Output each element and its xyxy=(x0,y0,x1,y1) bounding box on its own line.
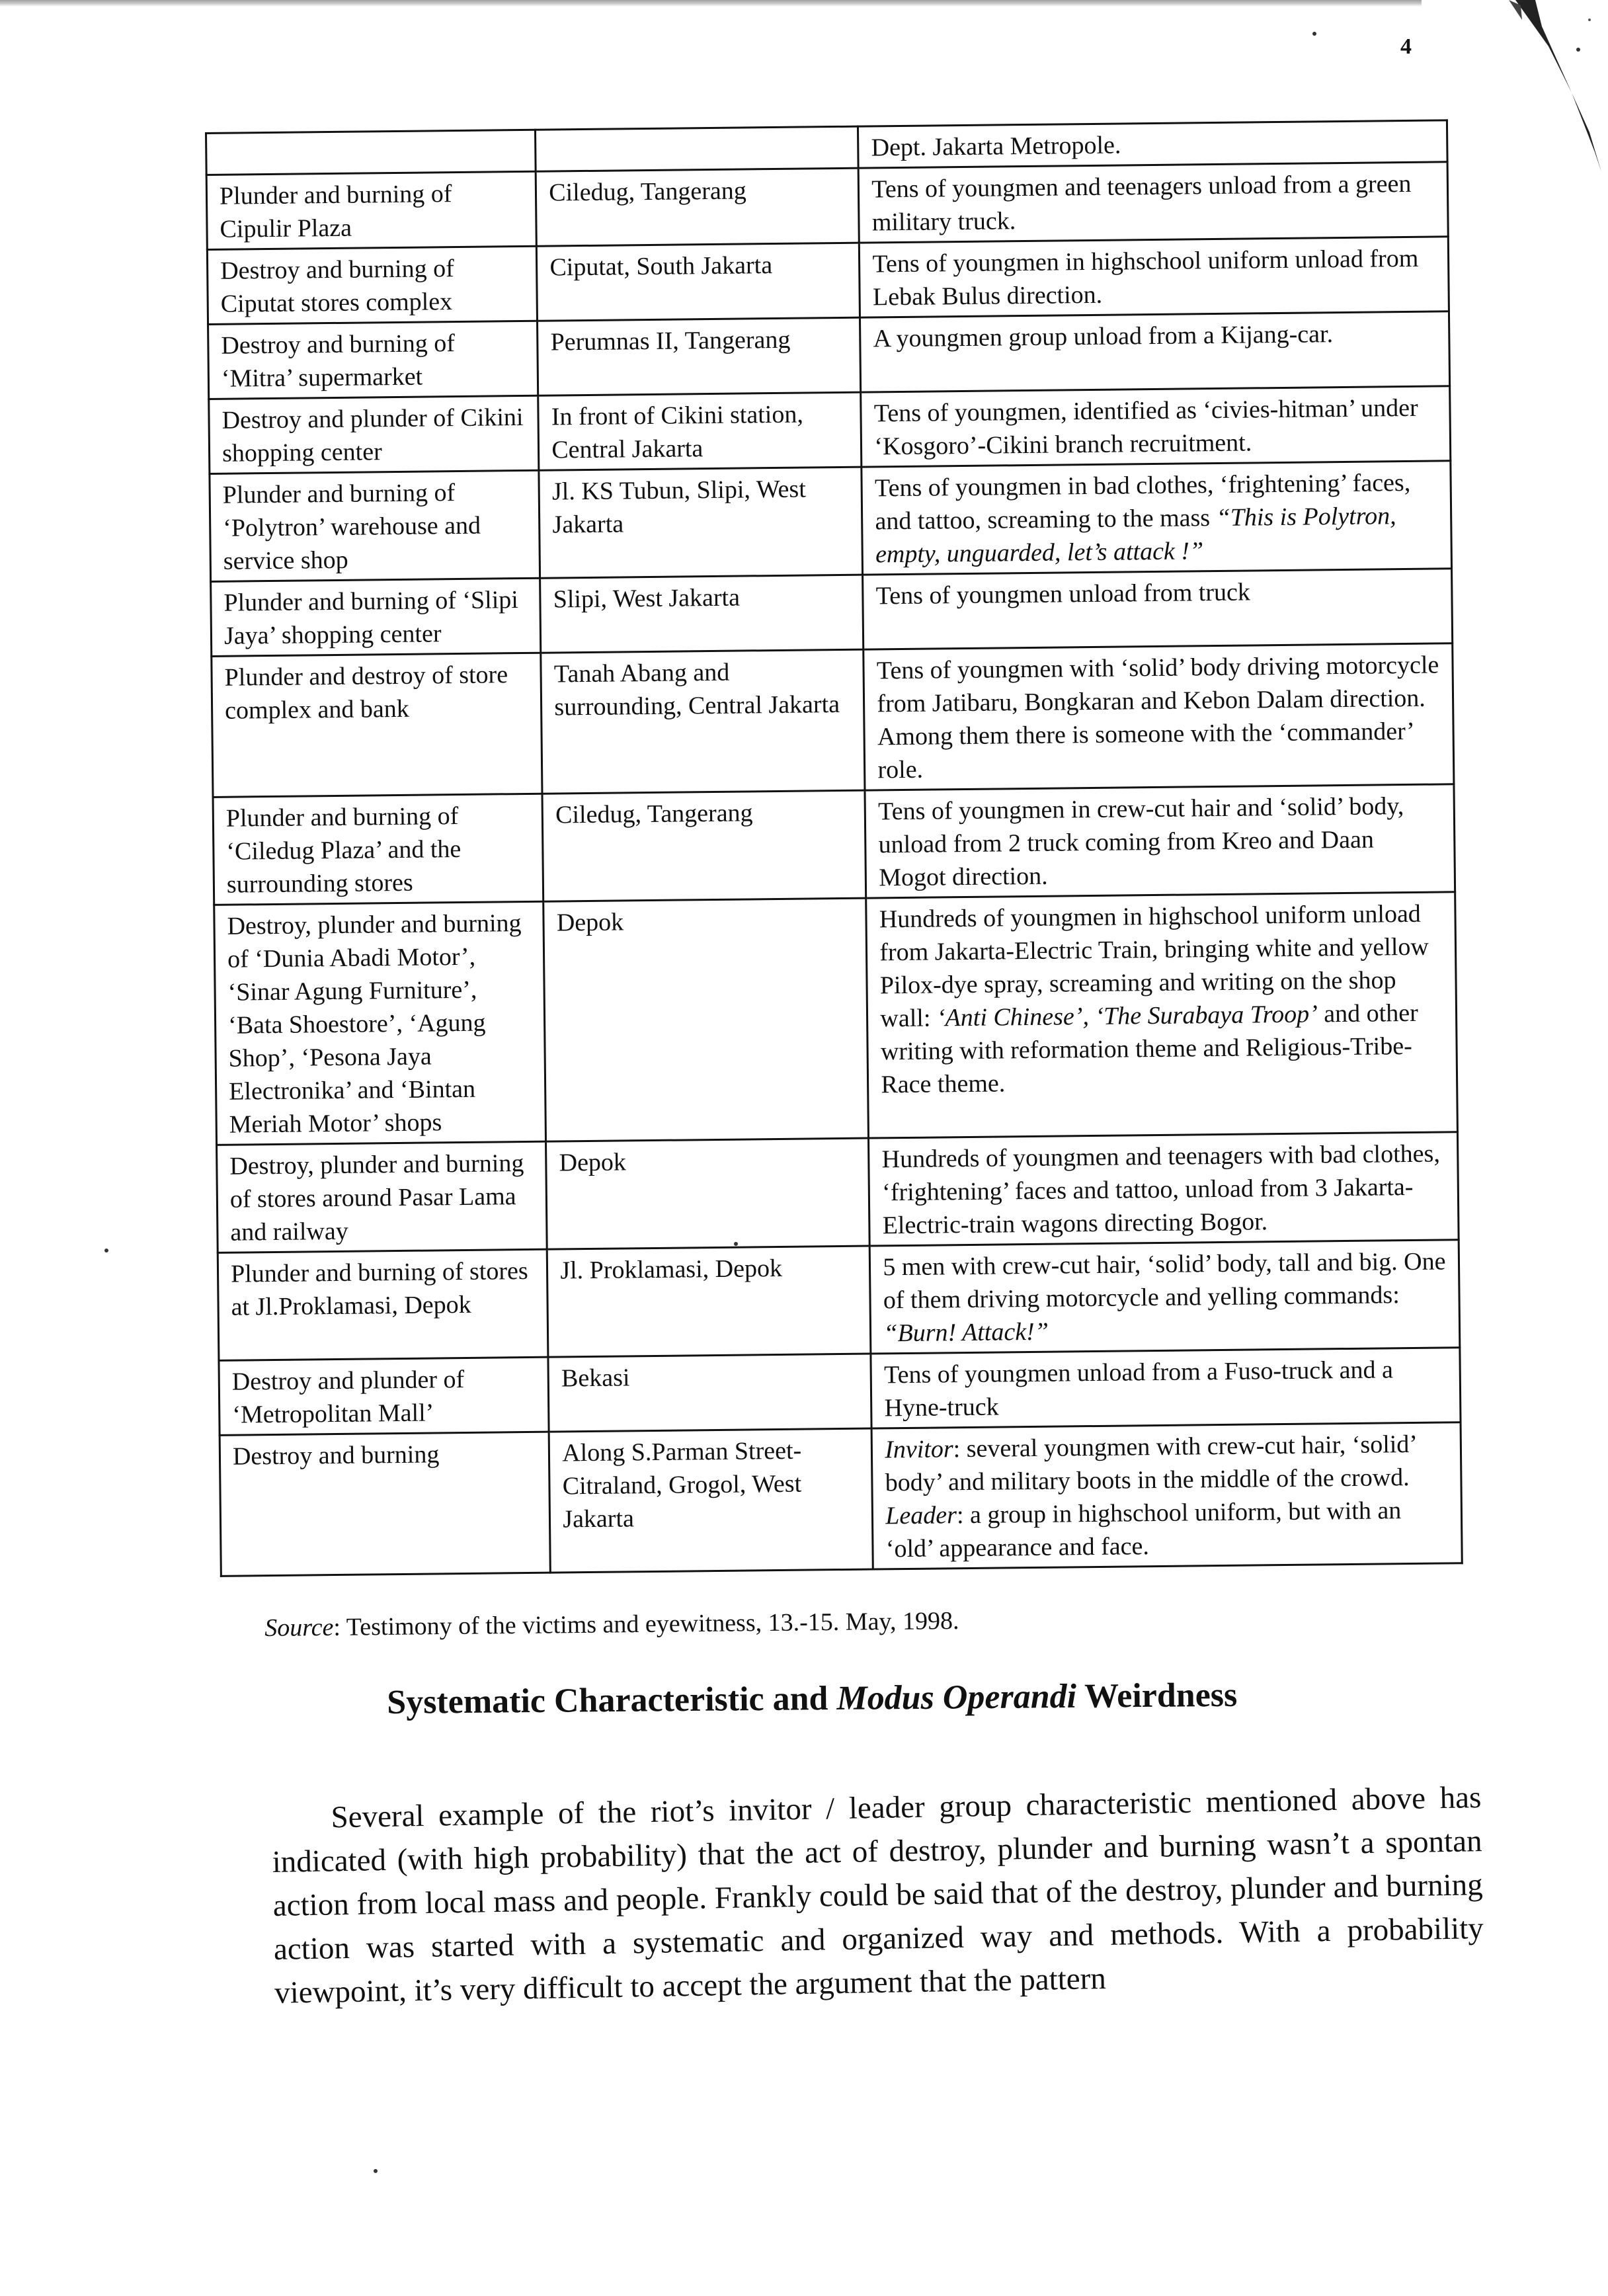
scan-speck xyxy=(374,2169,378,2173)
place-cell: Jl. KS Tubun, Slipi, West Jakarta xyxy=(539,467,863,578)
description-cell: Tens of youngmen in crew-cut hair and ‘solid’ body, unload from 2 truck coming from Kreo and Daan Mogot direction. xyxy=(865,784,1455,898)
body-paragraph: Several example of the riot’s invitor / leader group characteristic mentioned above has indicated (with high probability) that the act of destroy, plunder and burning wasn’t a spontan action from local mass and people. Frankly could be said that of the destroy, plunder and burning action was started with a systematic and organized way and methods. With a probability viewpoint, it’s very difficult to accept the argument that the pattern xyxy=(272,1780,1484,2010)
description-text: : several youngmen with crew-cut hair, ‘solid’ body’ and military boots in the middle of the crowd. xyxy=(885,1430,1416,1497)
place-cell: Jl. Proklamasi, Depok xyxy=(547,1246,871,1357)
event-cell: Destroy, plunder and burning of ‘Dunia Abadi Motor’, ‘Sinar Agung Furniture’, ‘Bata Shoestore’, ‘Agung Shop’, ‘Pesona Jaya Electronika’ and ‘Bintan Meriah Motor’ shops xyxy=(214,901,546,1145)
table-source-note xyxy=(264,1606,959,1643)
description-cell: Tens of youngmen unload from truck xyxy=(863,569,1453,649)
event-cell: Plunder and burning of ‘Slipi Jaya’ shopping center xyxy=(211,578,541,656)
description-cell xyxy=(866,892,1457,1138)
page-number: 4 xyxy=(1400,34,1412,59)
place-cell xyxy=(536,126,859,171)
table-row xyxy=(217,1132,1459,1253)
place-cell: Slipi, West Jakarta xyxy=(540,575,864,653)
description-cell xyxy=(871,1422,1462,1569)
table-row xyxy=(208,311,1450,399)
scan-speck xyxy=(734,1242,738,1246)
description-cell: A youngmen group unload from a Kijang-car. xyxy=(860,311,1450,392)
place-cell: Ciledug, Tangerang xyxy=(536,168,859,246)
event-cell: Destroy and plunder of ‘Metropolitan Mall’ xyxy=(219,1357,549,1435)
quoted-shout: “This is Polytron, empty, unguarded, let’s attack !” xyxy=(875,502,1396,569)
table-row xyxy=(211,569,1453,657)
description-cell: Tens of youngmen, identified as ‘civies-hitman’ under ‘Kosgoro’-Cikini branch recruitment. xyxy=(861,386,1451,467)
description-cell xyxy=(870,1240,1460,1354)
place-cell: Bekasi xyxy=(548,1354,871,1432)
place-cell: Perumnas II, Tangerang xyxy=(538,317,861,395)
table-row xyxy=(220,1422,1462,1577)
place-cell: Ciputat, South Jakarta xyxy=(537,243,860,321)
description-text: : a group in highschool uniform, but with an ‘old’ appearance and face. xyxy=(885,1496,1402,1563)
table-row xyxy=(207,237,1449,325)
heading-text: Weirdness xyxy=(1076,1676,1238,1715)
section-heading xyxy=(387,1676,1238,1722)
place-cell: Along S.Parman Street-Citraland, Grogol, West Jakarta xyxy=(549,1428,873,1573)
heading-italic-text: Modus Operandi xyxy=(836,1677,1077,1718)
source-text: : Testimony of the victims and eyewitness, 13.-15. May, 1998. xyxy=(333,1607,959,1641)
quoted-command: “Burn! Attack!” xyxy=(883,1317,1049,1348)
event-cell: Plunder and burning of ‘Ciledug Plaza’ and the surrounding stores xyxy=(213,794,543,905)
event-cell: Destroy and burning of ‘Mitra’ supermarket xyxy=(208,321,538,399)
event-cell: Destroy and burning of Ciputat stores complex xyxy=(207,246,537,324)
scan-speck xyxy=(104,1249,108,1252)
scan-corner-artifact xyxy=(1436,0,1608,212)
table-row xyxy=(210,461,1452,582)
event-cell: Destroy and burning xyxy=(220,1432,550,1576)
table-row xyxy=(212,643,1454,798)
place-cell: Tanah Abang and surrounding, Central Jakarta xyxy=(541,649,865,794)
event-cell: Plunder and burning of ‘Polytron’ warehouse and service shop xyxy=(210,470,540,581)
source-label: Source xyxy=(264,1613,334,1642)
description-cell: Dept. Jakarta Metropole. xyxy=(858,120,1447,168)
leader-label: Leader xyxy=(885,1501,957,1530)
scan-edge-artifact xyxy=(0,0,1422,7)
event-cell xyxy=(206,130,536,175)
riot-incidents-table xyxy=(205,119,1463,1577)
description-cell: Tens of youngmen in highschool uniform unload from Lebak Bulus direction. xyxy=(860,237,1449,317)
description-text: Hundreds of youngmen in highschool uniform unload from Jakarta-Electric Train, bringing white and yellow Pilox-dye spray, screaming and writing on the shop wall: xyxy=(879,899,1429,1033)
table-row xyxy=(209,386,1451,474)
event-cell: Plunder and destroy of store complex and bank xyxy=(212,653,542,797)
table-row xyxy=(214,892,1458,1145)
scan-speck xyxy=(1312,32,1316,36)
place-cell: In front of Cikini station, Central Jakarta xyxy=(538,392,862,470)
heading-text: Systematic Characteristic and xyxy=(387,1680,837,1721)
event-cell: Destroy, plunder and burning of stores around Pasar Lama and railway xyxy=(217,1141,547,1252)
description-cell: Hundreds of youngmen and teenagers with bad clothes, ‘frightening’ faces and tattoo, unload from 3 Jakarta-Electric-train wagons directing Bogor. xyxy=(869,1132,1459,1246)
description-cell: Tens of youngmen and teenagers unload from a green military truck. xyxy=(858,162,1448,243)
description-cell: Tens of youngmen with ‘solid’ body driving motorcycle from Jatibaru, Bongkaran and Kebon Dalam direction. Among them there is someone with the ‘commander’ role. xyxy=(864,643,1454,790)
wall-writing-quote: ‘Anti Chinese’, ‘The Surabaya Troop’ xyxy=(936,1000,1318,1032)
table-row xyxy=(213,784,1455,905)
table-row xyxy=(206,162,1448,250)
invitor-label: Invitor xyxy=(885,1435,953,1464)
place-cell: Depok xyxy=(546,1138,870,1249)
table-row xyxy=(219,1348,1461,1436)
description-cell xyxy=(862,461,1451,575)
description-text: 5 men with crew-cut hair, ‘solid’ body, tall and big. One of them driving motorcycle and yelling commands: xyxy=(883,1247,1446,1315)
event-cell: Destroy and plunder of Cikini shopping center xyxy=(209,395,539,473)
description-text: and other writing with reformation theme and Religious-Tribe-Race theme. xyxy=(880,999,1418,1099)
description-text: Tens of youngmen in bad clothes, ‘frightening’ faces, and tattoo, screaming to the mass xyxy=(874,468,1411,536)
place-cell: Depok xyxy=(543,898,869,1141)
table-row xyxy=(218,1240,1460,1361)
event-cell: Plunder and burning of stores at Jl.Proklamasi, Depok xyxy=(218,1249,548,1360)
place-cell: Ciledug, Tangerang xyxy=(542,790,866,901)
description-cell: Tens of youngmen unload from a Fuso-truck and a Hyne-truck xyxy=(871,1348,1461,1428)
event-cell: Plunder and burning of Cipulir Plaza xyxy=(206,171,536,249)
